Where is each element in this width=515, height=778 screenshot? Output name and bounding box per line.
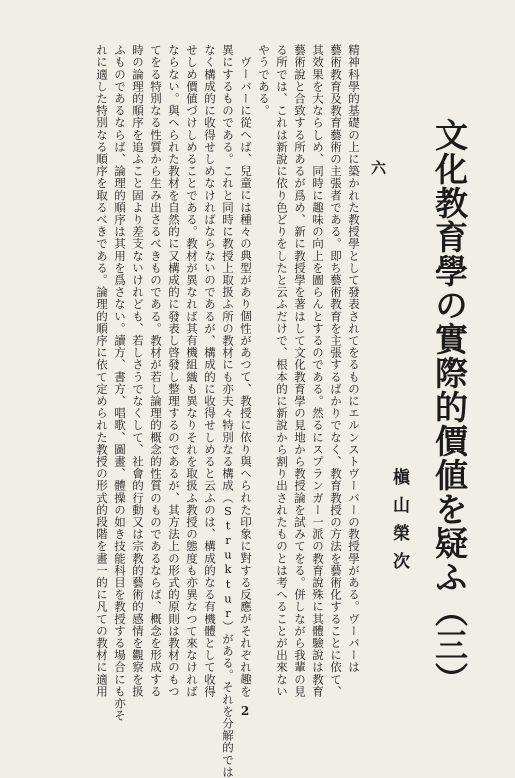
text-column: やうである。 [257, 44, 271, 117]
text-column: なく構成的に收得せしめなければならないのであるが、構成的に收得せしめると云ふのは、構成的なる有機體として收得 [203, 44, 217, 698]
author-name: 槇山榮次 [389, 468, 409, 580]
text-column: る所では、これは新說に依り色どりをしたと云ふだけで、根本的に新說から割り出されたものとは考へることが出來ない [275, 44, 289, 698]
text-column: ならない。與へられた教材を自然的に又構成的に發表し啓發し整理するのであるが、其方法上の形式的原則は教材のもつ [167, 44, 181, 698]
text-column: 異にするものである。これと同時に教授上取扱ふ所の教材にも亦夫々特別なる構成（Struktur）がある。それを分解的では [221, 44, 235, 778]
text-column: 精神科學的基礎の上に築かれた教授學として發表されてをるものにエルンストヴーバーの教授學がある。ヴーバーは [347, 44, 361, 674]
text-column: 藝術說と合致する所あるが爲め、新に教授學を著はして文化教育學の見地から教授論を試みてをる。併しながら我輩の見 [293, 44, 307, 698]
page-number: 2 [240, 704, 250, 718]
text-column: 時の論理的順序を追ふこと固より差支ないけれども、若しさうでなくして、社會的行動又は宗教的藝術的感情を觀察を扱 [131, 44, 145, 698]
text-column: ヴーバーに從へば、兒童には種々の典型があり個性があつて、教授に依り與へられた印象に對する反應がそれぞれ趣を [239, 56, 253, 698]
text-column: ふものであるならば、論理的順序は其用を爲さない。讀方、書方、唱歌、圖畫、體操の如き技能科目を教授する場合にも亦そ [113, 44, 127, 722]
section-number: 六 [369, 160, 387, 175]
text-column: 藝術教育及教育藝術の主張者である。即ち藝術教育を主張するばかりでなく、教育教授の方法を藝術化することに依て、 [329, 44, 343, 698]
text-column: 其效果を大ならしめ、同時に趣味の向上を圖らんとするのである。然るにスプランガー一派の教育說殊に其體驗說は教育 [311, 44, 325, 698]
text-column: せしめ價値づけしめることである。教材が異なれば其有機組織も異なりそれを取扱ふ教授の態度も亦異なつて來なければ [185, 44, 199, 698]
text-column: れに適した特別なる順序を取るべきである。論理的順序に依て定められた教授の形式的段階を畫一的に凡ての教材に適用 [95, 44, 109, 698]
text-column: てをる特別なる性質から生み出さるべきものである。教材が若し論理的概念的性質のものであるならば、概念を形成する [149, 44, 163, 698]
article-title: 文化教育學の實際的價値を疑ふ（三） [430, 118, 469, 696]
